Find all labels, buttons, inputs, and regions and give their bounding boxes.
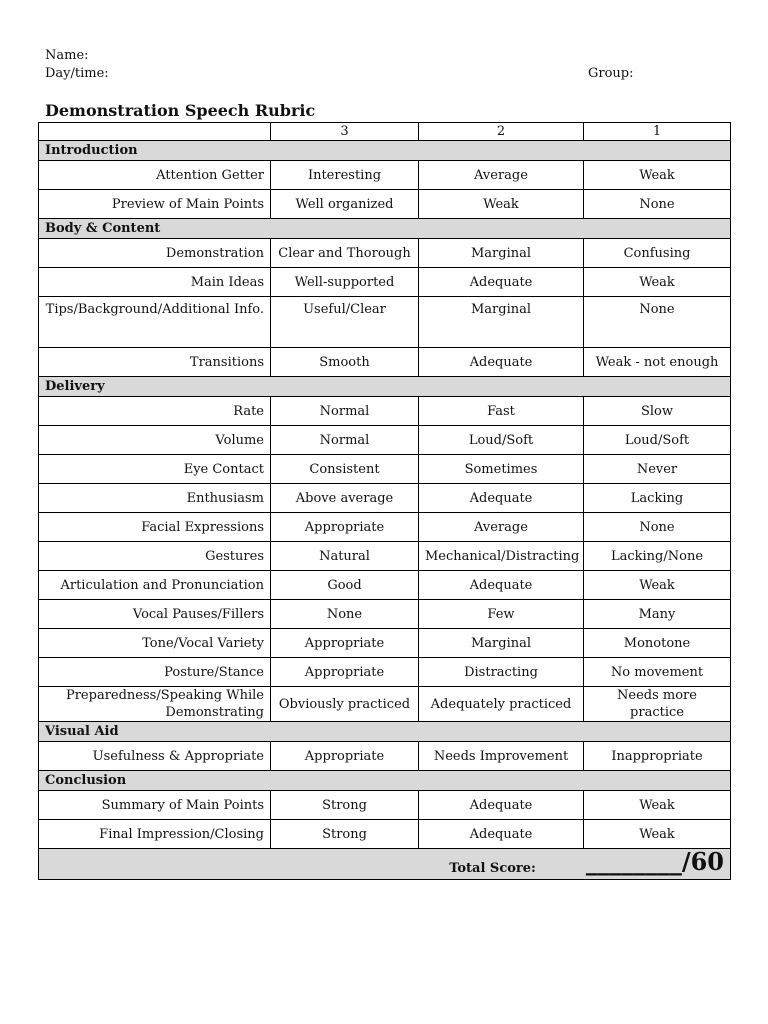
rubric-row: [39, 484, 731, 513]
section-title: Visual Aid: [39, 722, 731, 742]
total-score-cell: [39, 849, 731, 880]
score-3-cell: Strong: [271, 791, 419, 820]
score-2-cell: Marginal: [419, 239, 584, 268]
score-header-blank: [39, 123, 271, 141]
rubric-row: [39, 268, 731, 297]
score-1-cell: Weak: [584, 820, 731, 849]
section-title: Delivery: [39, 377, 731, 397]
criterion-cell: Transitions: [39, 348, 271, 377]
score-3-cell: Useful/Clear: [271, 297, 419, 348]
total-score-label: Total Score:: [449, 861, 536, 876]
criterion-cell: Volume: [39, 426, 271, 455]
rubric-row: [39, 600, 731, 629]
criterion-cell: Attention Getter: [39, 161, 271, 190]
criterion-cell: Preparedness/Speaking While Demonstrating: [39, 687, 271, 722]
section-row: [39, 377, 731, 397]
total-score-row: [39, 849, 731, 880]
score-1-cell: Weak: [584, 571, 731, 600]
score-2-cell: Weak: [419, 190, 584, 219]
score-3-cell: Normal: [271, 397, 419, 426]
score-2-cell: Marginal: [419, 297, 584, 348]
rubric-row: [39, 426, 731, 455]
daytime-label: Day/time:: [45, 66, 109, 81]
criterion-cell: Vocal Pauses/Fillers: [39, 600, 271, 629]
rubric-row: [39, 190, 731, 219]
score-3-cell: Natural: [271, 542, 419, 571]
score-2-cell: Adequate: [419, 820, 584, 849]
score-1-cell: Lacking: [584, 484, 731, 513]
rubric-row: [39, 348, 731, 377]
score-3-cell: Strong: [271, 820, 419, 849]
rubric-row: [39, 161, 731, 190]
criterion-cell: Preview of Main Points: [39, 190, 271, 219]
score-1-cell: Never: [584, 455, 731, 484]
rubric-row: [39, 239, 731, 268]
criterion-cell: Enthusiasm: [39, 484, 271, 513]
score-1-cell: Monotone: [584, 629, 731, 658]
rubric-row: [39, 742, 731, 771]
score-2-cell: Distracting: [419, 658, 584, 687]
criterion-cell: Gestures: [39, 542, 271, 571]
section-row: [39, 141, 731, 161]
name-label: Name:: [45, 48, 89, 63]
score-3-cell: Appropriate: [271, 742, 419, 771]
score-3-cell: Normal: [271, 426, 419, 455]
score-2-cell: Loud/Soft: [419, 426, 584, 455]
score-2-cell: Needs Improvement: [419, 742, 584, 771]
total-score-max: /60: [681, 848, 724, 876]
rubric-row: [39, 542, 731, 571]
score-header-1: 1: [584, 123, 731, 141]
score-3-cell: Appropriate: [271, 658, 419, 687]
score-header-3: 3: [271, 123, 419, 141]
score-3-cell: Well-supported: [271, 268, 419, 297]
score-1-cell: No movement: [584, 658, 731, 687]
criterion-cell: Eye Contact: [39, 455, 271, 484]
section-row: [39, 722, 731, 742]
rubric-body: [39, 123, 731, 849]
section-title: Introduction: [39, 141, 731, 161]
score-2-cell: Marginal: [419, 629, 584, 658]
score-1-cell: Loud/Soft: [584, 426, 731, 455]
criterion-cell: Main Ideas: [39, 268, 271, 297]
group-label: Group:: [588, 66, 634, 81]
score-1-cell: None: [584, 190, 731, 219]
score-2-cell: Few: [419, 600, 584, 629]
rubric-row: [39, 455, 731, 484]
score-1-cell: Many: [584, 600, 731, 629]
score-3-cell: None: [271, 600, 419, 629]
score-3-cell: Interesting: [271, 161, 419, 190]
score-2-cell: Adequate: [419, 791, 584, 820]
criterion-cell: Tone/Vocal Variety: [39, 629, 271, 658]
rubric-row: [39, 658, 731, 687]
rubric-row: [39, 513, 731, 542]
score-2-cell: Sometimes: [419, 455, 584, 484]
score-3-cell: Appropriate: [271, 513, 419, 542]
score-1-cell: Inappropriate: [584, 742, 731, 771]
criterion-cell: Usefulness & Appropriate: [39, 742, 271, 771]
score-2-cell: Adequately practiced: [419, 687, 584, 722]
rubric-row: [39, 687, 731, 722]
section-row: [39, 219, 731, 239]
score-3-cell: Obviously practiced: [271, 687, 419, 722]
score-2-cell: Average: [419, 513, 584, 542]
score-1-cell: Weak: [584, 791, 731, 820]
score-header-row: [39, 123, 731, 141]
total-score-blank[interactable]: ________: [585, 848, 682, 876]
criterion-cell: Final Impression/Closing: [39, 820, 271, 849]
rubric-row: [39, 397, 731, 426]
score-3-cell: Clear and Thorough: [271, 239, 419, 268]
score-3-cell: Good: [271, 571, 419, 600]
score-3-cell: Consistent: [271, 455, 419, 484]
score-2-cell: Adequate: [419, 268, 584, 297]
score-3-cell: Above average: [271, 484, 419, 513]
section-row: [39, 771, 731, 791]
rubric-row: [39, 297, 731, 348]
score-2-cell: Fast: [419, 397, 584, 426]
score-2-cell: Adequate: [419, 571, 584, 600]
score-1-cell: Weak: [584, 268, 731, 297]
score-1-cell: None: [584, 513, 731, 542]
criterion-cell: Demonstration: [39, 239, 271, 268]
score-2-cell: Adequate: [419, 484, 584, 513]
score-3-cell: Smooth: [271, 348, 419, 377]
score-1-cell: Needs more practice: [584, 687, 731, 722]
rubric-row: [39, 820, 731, 849]
rubric-row: [39, 791, 731, 820]
score-1-cell: Lacking/None: [584, 542, 731, 571]
rubric-title: Demonstration Speech Rubric: [45, 101, 316, 120]
score-3-cell: Well organized: [271, 190, 419, 219]
criterion-cell: Facial Expressions: [39, 513, 271, 542]
criterion-cell: Articulation and Pronunciation: [39, 571, 271, 600]
score-3-cell: Appropriate: [271, 629, 419, 658]
section-title: Body & Content: [39, 219, 731, 239]
score-header-2: 2: [419, 123, 584, 141]
score-1-cell: Weak - not enough: [584, 348, 731, 377]
rubric-table: [38, 122, 731, 880]
criterion-cell: Posture/Stance: [39, 658, 271, 687]
score-1-cell: None: [584, 297, 731, 348]
score-2-cell: Mechanical/Distracting: [419, 542, 584, 571]
score-1-cell: Confusing: [584, 239, 731, 268]
score-2-cell: Adequate: [419, 348, 584, 377]
rubric-row: [39, 571, 731, 600]
rubric-row: [39, 629, 731, 658]
criterion-cell: Rate: [39, 397, 271, 426]
score-1-cell: Weak: [584, 161, 731, 190]
section-title: Conclusion: [39, 771, 731, 791]
score-1-cell: Slow: [584, 397, 731, 426]
score-2-cell: Average: [419, 161, 584, 190]
criterion-cell: Summary of Main Points: [39, 791, 271, 820]
criterion-cell: Tips/Background/Additional Info.: [39, 297, 271, 348]
